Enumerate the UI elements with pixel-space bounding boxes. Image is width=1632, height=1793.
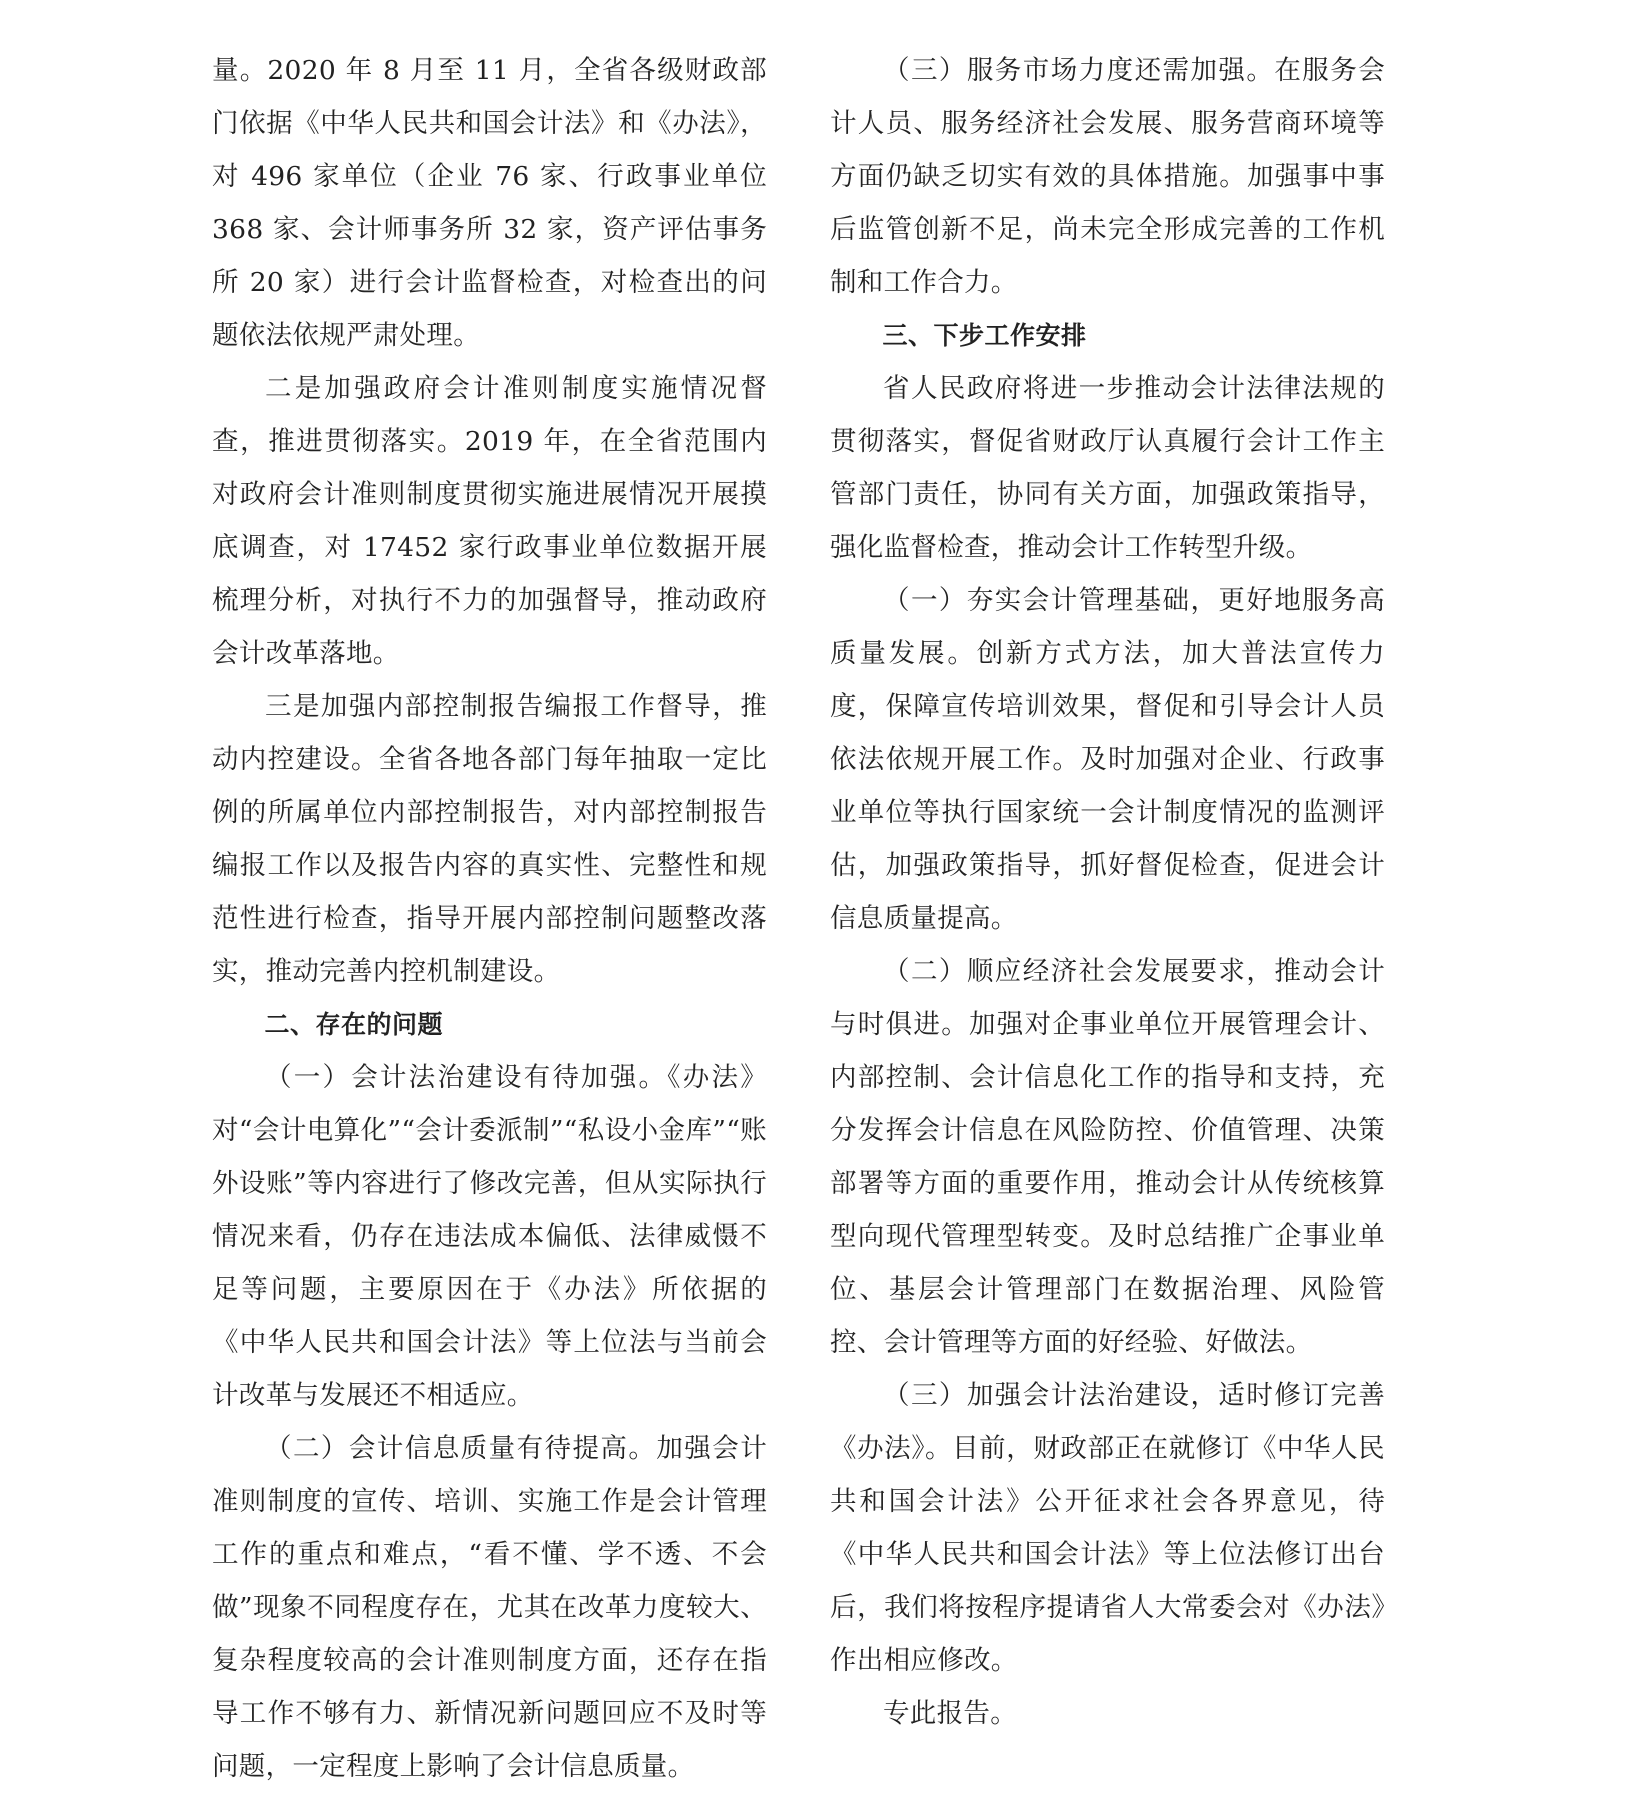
section-heading-next-steps: 三、下步工作安排	[882, 321, 1087, 350]
paragraph-government-accounting-supervision: 二是加强政府会计准则制度实施情况督查，推进贯彻落实。2019 年，在全省范围内对政府会计准则制度贯彻实施进展情况开展摸底调查，对 17452 家行政事业单位数据开展梳理分析，对执行不力的加强督导，推动政府会计改革落地。	[212, 373, 767, 669]
paragraph-closing-report: 专此报告。	[883, 1698, 1017, 1729]
paragraph-problem-information-quality: （二）会计信息质量有待提高。加强会计准则制度的宣传、培训、实施工作是会计管理工作的重点和难点，“看不懂、学不透、不会做”现象不同程度存在，尤其在改革力度较大、复杂程度较高的会计准则制度方面，还存在指导工作不够有力、新情况新问题回应不及时等问题，一定程度上影响了会计信息质量。	[212, 1433, 767, 1782]
paragraph-step-development-requirements: （二）顺应经济社会发展要求，推动会计与时俱进。加强对企事业单位开展管理会计、内部控制、会计信息化工作的指导和支持，充分发挥会计信息在风险防控、价值管理、决策部署等方面的重要作用，推动会计从传统核算型向现代管理型转变。及时总结推广企事业单位、基层会计管理部门在数据治理、风险管控、会计管理等方面的好经验、好做法。	[830, 956, 1385, 1358]
right-column	[830, 44, 1385, 1740]
paragraph-step-revise-measures: （三）加强会计法治建设，适时修订完善《办法》。目前，财政部正在就修订《中华人民共和国会计法》公开征求社会各界意见，待《中华人民共和国会计法》等上位法修订出台后，我们将按程序提请省人大常委会对《办法》作出相应修改。	[830, 1380, 1385, 1676]
paragraph-next-steps-intro: 省人民政府将进一步推动会计法律法规的贯彻落实，督促省财政厅认真履行会计工作主管部门责任，协同有关方面，加强政策指导，强化监督检查，推动会计工作转型升级。	[830, 373, 1385, 563]
section-heading-existing-problems: 二、存在的问题	[264, 1010, 444, 1039]
paragraph-step-management-foundation: （一）夯实会计管理基础，更好地服务高质量发展。创新方式方法，加大普法宣传力度，保障宣传培训效果，督促和引导会计人员依法依规开展工作。及时加强对企业、行政事业单位等执行国家统一会计制度情况的监测评估，加强政策指导，抓好督促检查，促进会计信息质量提高。	[830, 585, 1385, 934]
paragraph-internal-control-reports: 三是加强内部控制报告编报工作督导，推动内控建设。全省各地各部门每年抽取一定比例的所属单位内部控制报告，对内部控制报告编报工作以及报告内容的真实性、完整性和规范性进行检查，指导开展内部控制问题整改落实，推动完善内控机制建设。	[212, 691, 767, 987]
paragraph-problem-rule-of-law: （一）会计法治建设有待加强。《办法》对“会计电算化”“会计委派制”“私设小金库”“账外设账”等内容进行了修改完善，但从实际执行情况来看，仍存在违法成本偏低、法律威慑不足等问题，主要原因在于《办法》所依据的《中华人民共和国会计法》等上位法与当前会计改革与发展还不相适应。	[212, 1062, 767, 1411]
paragraph-inspection-results: 量。2020 年 8 月至 11 月，全省各级财政部门依据《中华人民共和国会计法》和《办法》，对 496 家单位（企业 76 家、行政事业单位 368 家、会计师事务所 32 家，资产评估事务所 20 家）进行会计监督检查，对检查出的问题依法依规严肃处理。	[212, 55, 767, 351]
left-column	[212, 44, 767, 1793]
paragraph-problem-service-market: （三）服务市场力度还需加强。在服务会计人员、服务经济社会发展、服务营商环境等方面仍缺乏切实有效的具体措施。加强事中事后监管创新不足，尚未完全形成完善的工作机制和工作合力。	[830, 55, 1385, 298]
